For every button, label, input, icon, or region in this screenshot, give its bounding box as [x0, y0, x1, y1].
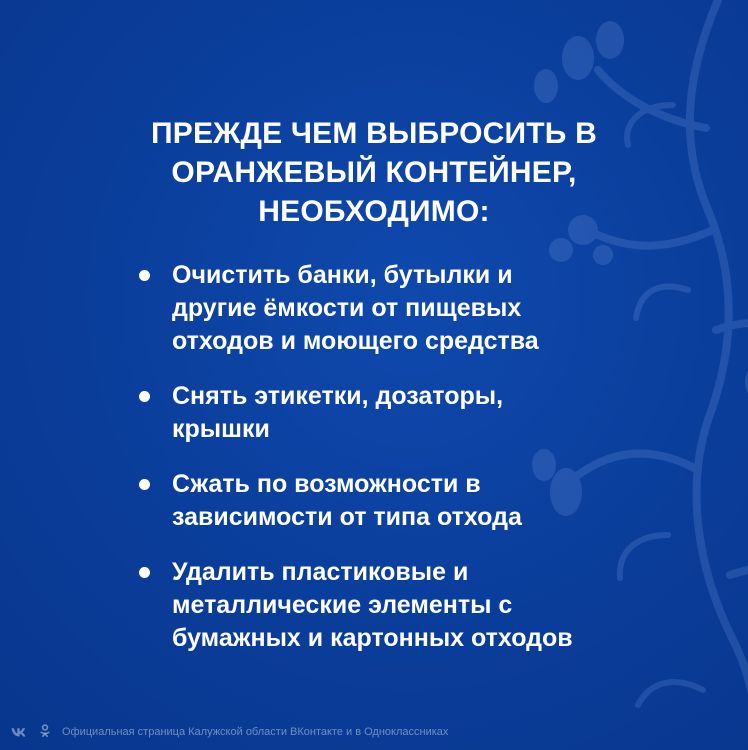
odnoklassniki-icon	[36, 723, 54, 741]
page-title	[70, 114, 678, 231]
bullet-icon	[139, 270, 150, 281]
instruction-line: металлические элементы с	[172, 591, 513, 619]
instruction-line: отходов и моющего средства	[172, 327, 539, 355]
instruction-line: Удалить пластиковые и	[172, 558, 469, 586]
bullet-icon	[139, 391, 150, 402]
instruction-line: Снять этикетки, дозаторы,	[172, 382, 504, 410]
footer	[10, 723, 448, 741]
instruction-line: Сжать по возможности в	[172, 470, 481, 498]
instruction-item	[136, 556, 656, 655]
footer-text: Официальная страница Калужской области ВКонтакте и в Одноклассниках	[62, 726, 449, 738]
bullet-icon	[139, 567, 150, 578]
vk-icon	[10, 723, 28, 741]
instruction-item	[136, 380, 656, 446]
instruction-list	[136, 259, 656, 677]
instruction-line: зависимости от типа отхода	[172, 503, 522, 531]
title-line: НЕОБХОДИМО:	[258, 195, 490, 228]
instruction-item	[136, 468, 656, 534]
bullet-icon	[139, 479, 150, 490]
instruction-item	[136, 259, 656, 358]
instruction-line: другие ёмкости от пищевых	[172, 294, 522, 322]
title-line: ОРАНЖЕВЫЙ КОНТЕЙНЕР,	[171, 156, 577, 189]
title-line: ПРЕЖДЕ ЧЕМ ВЫБРОСИТЬ В	[151, 117, 597, 150]
instruction-line: крышки	[172, 415, 270, 443]
instruction-line: Очистить банки, бутылки и	[172, 261, 513, 289]
instruction-line: бумажных и картонных отходов	[172, 624, 573, 652]
